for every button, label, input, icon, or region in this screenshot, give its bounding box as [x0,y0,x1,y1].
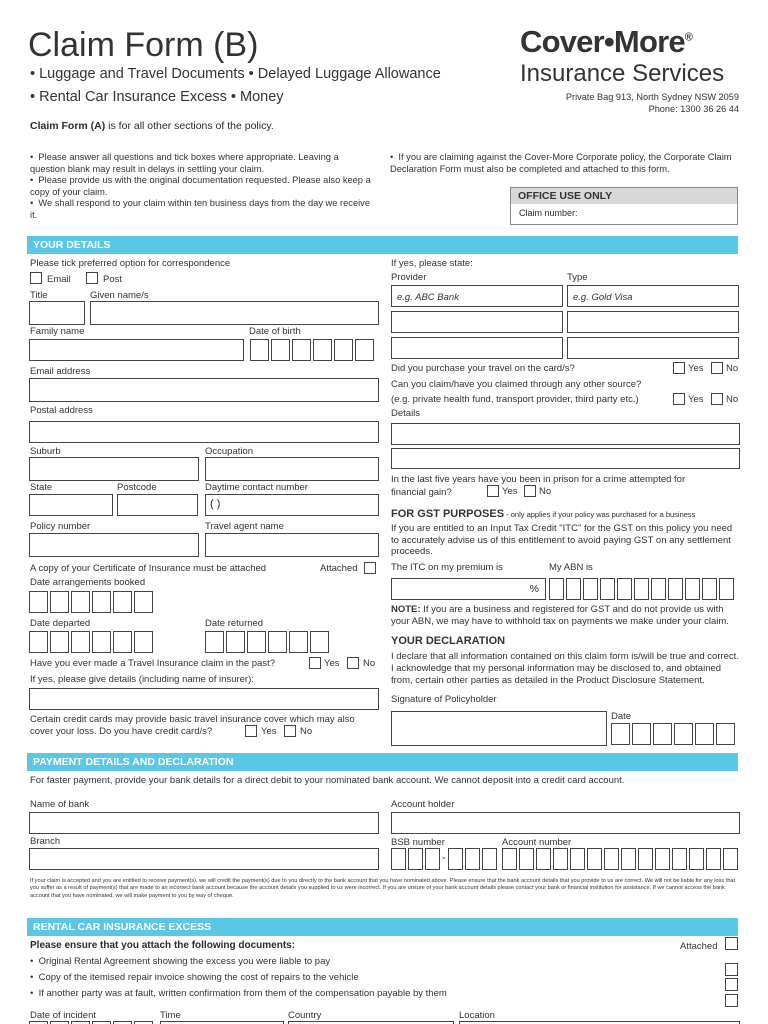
given-name-field[interactable] [90,301,379,325]
instruction-3-text: We shall respond to your claim within ten business days from the day we receive it. [30,198,370,220]
office-use-box [510,187,738,225]
title-field[interactable] [29,301,85,325]
other-source-question: Can you claim/have you claimed through any other source? [391,379,642,390]
payment-bar: PAYMENT DETAILS AND DECLARATION [27,753,738,771]
date-returned-field[interactable] [205,631,329,653]
prev-details-label: If yes, please give details (including name of insurer): [30,674,254,685]
company-phone: Phone: 1300 36 26 44 [648,104,739,114]
form-a-note [30,120,274,132]
prison-no-label: No [539,486,552,497]
date-departed-label: Date departed [30,618,91,629]
itc-label: The ITC on my premium is [391,562,503,573]
payment-fine-print: If your claim is accepted and you are entitled to receive payment(s), we will credit the payment(s) due to you directly to the bank account that you have nominated above. Please ensure that the bank account details that you provide to us are correct. We will not be liable for any loss that you suffer as a result of payment(s) that are made to an incorrect bank account because the account details you supplied to us were incorrect. If you are unsure of your bank account details please contact your bank or financial institution for assistance. If we cannot access the bank account that you have nominated, we will make payment to you by way of cheque. [30,878,736,899]
rental-doc-2-text: Copy of the itemised repair invoice showing the cost of repairs to the vehicle [38,972,359,983]
email-address-field[interactable] [29,378,379,402]
note-label: NOTE: [391,604,421,615]
rental-doc-3: • If another party was at fault, written confirmation from them of the compensation payable by them [30,988,447,999]
subtitle-line-2: • Rental Car Insurance Excess • Money [30,89,284,105]
postal-address-field[interactable] [29,421,379,443]
corporate-note-text: If you are claiming against the Cover-More Corporate policy, the Corporate Claim Declaration Form must also be completed and attached to this form. [390,152,732,174]
credit-card-question: Certain credit cards may provide basic travel insurance cover which may also cover your loss. Do you have credit card/s? [30,714,355,737]
incident-time-label: Time [160,1010,181,1021]
logo-text: Cover•More [520,24,685,59]
postal-address-label: Postal address [30,405,93,416]
office-use-title: OFFICE USE ONLY [511,188,737,204]
instruction-1-text: Please answer all questions and tick boxes where appropriate. Leaving a question blank may result in delays in settling your claim. [30,152,339,174]
prev-claim-no-checkbox[interactable] [347,657,359,669]
other-source-yes-label: Yes [688,394,704,405]
incident-date-label: Date of incident [30,1010,97,1021]
rental-doc-1: • Original Rental Agreement showing the excess you were liable to pay [30,956,331,967]
declaration-date-label: Date [611,711,632,722]
signature-label: Signature of Policyholder [391,694,497,705]
instructions [30,152,375,221]
type-field-2[interactable] [567,311,739,333]
family-name-field[interactable] [29,339,244,361]
form-a-text: is for all other sections of the policy. [105,120,274,132]
rental-bar: RENTAL CAR INSURANCE EXCESS [27,918,738,936]
incident-country-label: Country [288,1010,322,1021]
logo-subtitle: Insurance Services [520,60,725,87]
provider-field-2[interactable] [391,311,563,333]
agent-name-field[interactable] [205,533,379,557]
prison-yes-checkbox[interactable] [487,485,499,497]
account-holder-field[interactable] [391,812,740,834]
occupation-label: Occupation [205,446,254,457]
incident-location-label: Location [459,1010,495,1021]
rental-doc-2-checkbox[interactable] [725,978,738,991]
instruction-1: • Please answer all questions and tick boxes where appropriate. Leaving a question blank may result in delays in settling your claim. [30,152,339,174]
card-purchase-yes-checkbox[interactable] [673,362,685,374]
given-name-label: Given name/s [90,290,149,301]
if-yes-label: If yes, please state: [391,258,473,269]
claim-number-label: Claim number: [519,208,578,218]
card-purchase-yes-label: Yes [688,363,704,374]
prev-claim-yes-label: Yes [324,658,340,669]
note-body: If you are a business and registered for GST and do not provide us with your ABN, we may have to withhold tax on payments we make under your claim. [391,604,729,627]
credit-no-label: No [300,726,313,737]
phone-label: Daytime contact number [205,482,308,493]
payment-intro: For faster payment, provide your bank details for a direct debit to your nominated bank account. We cannot deposit into a credit card account. [30,775,625,786]
details-field-1[interactable] [391,423,740,445]
prison-no-checkbox[interactable] [524,485,536,497]
logo-registered: ® [684,31,693,44]
suburb-label: Suburb [30,446,61,457]
prev-claim-no-label: No [363,658,376,669]
occupation-field[interactable] [205,457,379,481]
email-address-label: Email address [30,366,91,377]
date-departed-field[interactable] [29,631,153,653]
policy-number-label: Policy number [30,521,91,532]
credit-no-checkbox[interactable] [284,725,296,737]
postcode-label: Postcode [117,482,157,493]
type-field-1[interactable]: e.g. Gold Visa [567,285,739,307]
card-purchase-question: Did you purchase your travel on the card/s? [391,363,575,374]
rental-doc-2: • Copy of the itemised repair invoice showing the cost of repairs to the vehicle [30,972,359,983]
account-holder-label: Account holder [391,799,455,810]
company-logo [520,24,692,60]
prev-claim-yes-checkbox[interactable] [309,657,321,669]
account-number-label: Account number [502,837,572,848]
credit-yes-checkbox[interactable] [245,725,257,737]
certificate-attached-label: Attached [320,563,358,574]
title-label: Title [30,290,48,301]
suburb-field[interactable] [29,457,199,481]
details-label: Details [391,408,421,419]
company-address: Private Bag 913, North Sydney NSW 2059 [565,92,739,102]
prev-claim-label: Have you ever made a Travel Insurance claim in the past? [30,658,276,669]
details-field-2[interactable] [391,448,740,469]
gst-text: If you are entitled to an Input Tax Credit "ITC" for the GST on this policy you need to accurately advise us of this entitlement to avoid paying GST on any settlement proceeds. [391,523,733,557]
subtitle-line-1: • Luggage and Travel Documents • Delayed Luggage Allowance [30,66,441,82]
branch-field[interactable] [29,848,379,870]
rental-ensure: Please ensure that you attach the following documents: [30,940,296,951]
declaration-heading: YOUR DECLARATION [391,635,506,647]
declaration-text: I declare that all information contained on this claim form is/will be true and correct. I acknowledge that my personal information may be disclosed to, and obtained from, certain other parties as detailed in the Product Disclosure Statement. [391,651,739,686]
form-title: Claim Form (B) [28,26,259,64]
other-source-example: (e.g. private health fund, transport provider, third party etc.) [391,394,639,405]
state-label: State [30,482,53,493]
dob-label: Date of birth [249,326,301,337]
abn-field[interactable] [549,578,734,600]
policy-number-field[interactable] [29,533,199,557]
card-purchase-no-label: No [726,363,739,374]
family-name-label: Family name [30,326,85,337]
rental-doc-1-text: Original Rental Agreement showing the excess you were liable to pay [38,956,331,967]
prison-question: In the last five years have you been in prison for a crime attempted for financial gain? [391,474,686,498]
gst-heading [391,508,695,520]
declaration-date-field[interactable] [611,723,735,745]
abn-label: My ABN is [549,562,593,573]
corporate-note: • If you are claiming against the Cover-More Corporate policy, the Corporate Claim Declaration Form must also be completed and attached to this form. [390,152,732,174]
rental-doc-1-checkbox[interactable] [725,963,738,976]
email-option-label: Email [47,274,71,285]
email-checkbox[interactable] [30,272,42,284]
type-label: Type [567,272,588,283]
date-returned-label: Date returned [205,618,264,629]
card-purchase-no-checkbox[interactable] [711,362,723,374]
certificate-label: A copy of your Certificate of Insurance must be attached [30,563,267,574]
postcode-field[interactable] [117,494,198,516]
phone-field[interactable]: ( ) [205,494,379,516]
your-details-bar: YOUR DETAILS [27,236,738,254]
state-field[interactable] [29,494,113,516]
post-checkbox[interactable] [86,272,98,284]
bsb-field-left[interactable] [391,848,440,870]
rental-attached-label: Attached [680,941,718,952]
bsb-dash: - [442,852,446,864]
other-source-no-label: No [726,394,739,405]
date-booked-label: Date arrangements booked [30,577,146,588]
branch-label: Branch [30,836,61,847]
bsb-label: BSB number [391,837,445,848]
instruction-2-text: Please provide us with the original documentation requested. Please also keep a copy of your claim. [30,175,371,197]
prison-yes-label: Yes [502,486,518,497]
bank-name-label: Name of bank [30,799,90,810]
prev-details-field[interactable] [29,688,379,710]
bank-name-field[interactable] [29,812,379,834]
instruction-3: • We shall respond to your claim within ten business days from the day we receive it. [30,198,370,220]
rental-doc-3-text: If another party was at fault, written confirmation from them of the compensation payable by them [38,988,447,999]
provider-field-3[interactable] [391,337,563,359]
provider-field-1[interactable]: e.g. ABC Bank [391,285,563,307]
gst-note-text [391,604,736,627]
credit-yes-label: Yes [261,726,277,737]
bsb-field-right[interactable] [448,848,497,870]
other-source-yes-checkbox[interactable] [673,393,685,405]
itc-percent-field[interactable]: % [391,578,546,600]
signature-field[interactable] [391,711,607,746]
provider-label: Provider [391,272,427,283]
agent-name-label: Travel agent name [205,521,284,532]
other-source-no-checkbox[interactable] [711,393,723,405]
post-option-label: Post [103,274,123,285]
dob-field[interactable] [250,339,374,361]
gst-title: FOR GST PURPOSES [391,508,505,520]
instruction-2: • Please provide us with the original documentation requested. Please also keep a copy of your claim. [30,175,371,197]
date-booked-field[interactable] [29,591,153,613]
account-number-field[interactable] [502,848,738,870]
type-field-3[interactable] [567,337,739,359]
form-a-name: Claim Form (A) [30,120,106,132]
certificate-attached-checkbox[interactable] [364,562,376,574]
rental-attached-checkbox[interactable] [725,937,738,950]
rental-doc-3-checkbox[interactable] [725,994,738,1007]
pref-label: Please tick preferred option for correspondence [30,258,231,269]
gst-note: - only applies if your policy was purchased for a business [504,510,696,519]
